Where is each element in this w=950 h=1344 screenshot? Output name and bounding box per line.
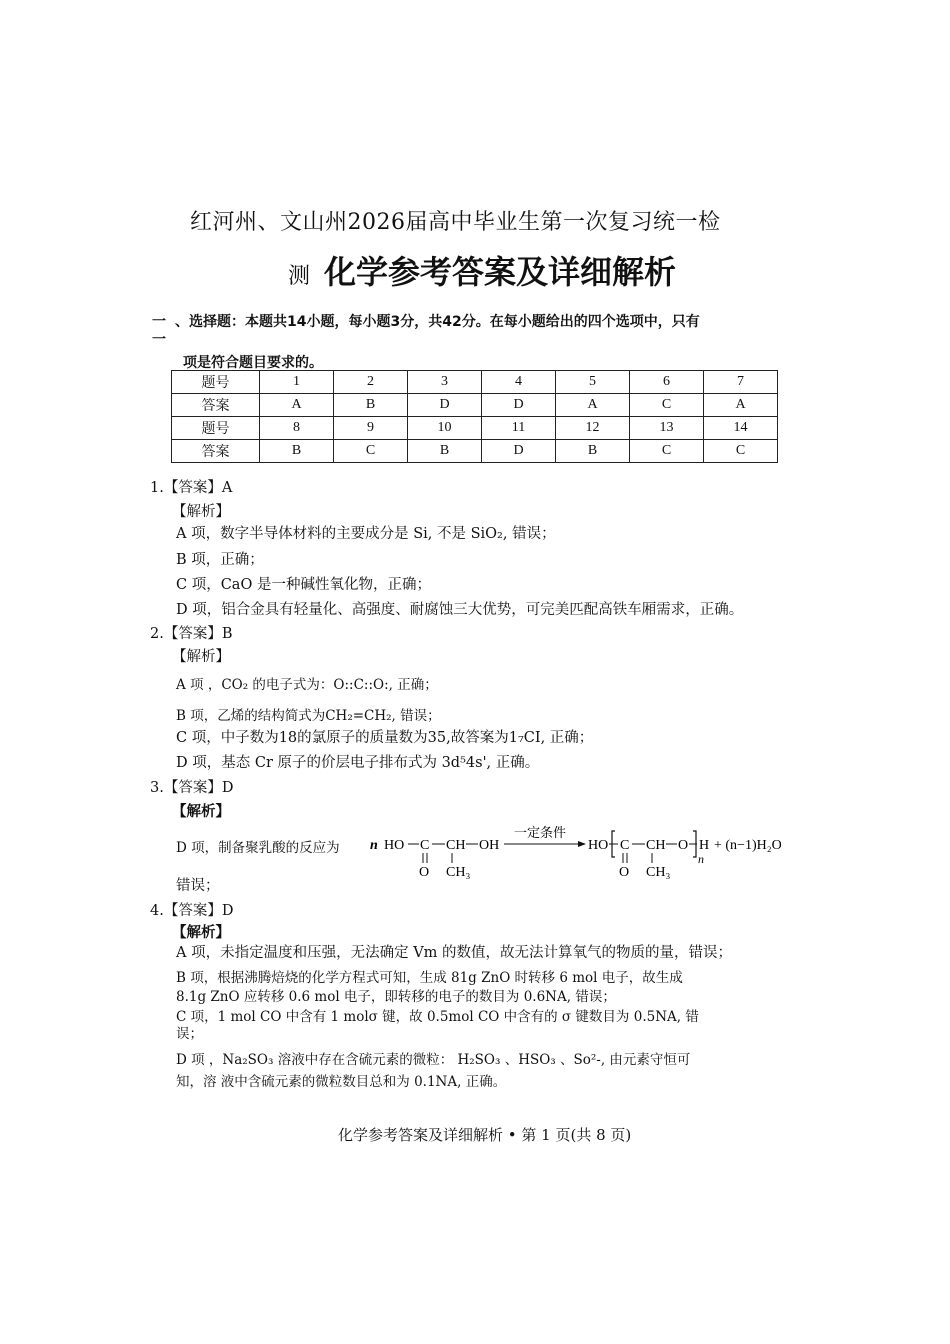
section-number-top: 一 bbox=[152, 314, 166, 330]
document-title-line1: 红河州、文山州2026届高中毕业生第一次复习统一检 bbox=[190, 210, 721, 235]
q4-answer: 4.【答案】D bbox=[150, 903, 234, 919]
table-cell: B bbox=[408, 440, 482, 463]
table-row bbox=[172, 440, 778, 463]
q2-analysis-label: 【解析】 bbox=[172, 649, 230, 665]
eq-methyl: CH₃ bbox=[446, 865, 471, 880]
title-main: 化学参考答案及详细解析 bbox=[324, 253, 677, 291]
q4-option-a: A 项，未指定温度和压强，无法确定 Vm 的数值，故无法计算氧气的物质的量，错误； bbox=[176, 945, 733, 961]
q1-answer: 1.【答案】A bbox=[150, 480, 233, 496]
eq-c-product: C bbox=[620, 838, 630, 853]
q1-option-d: D 项，铝合金具有轻量化、高强度、耐腐蚀三大优势，可完美匹配高铁车厢需求，正确。 bbox=[176, 602, 744, 618]
table-cell: A bbox=[556, 394, 630, 417]
table-cell: A bbox=[260, 394, 334, 417]
eq-o-product: O bbox=[678, 838, 689, 853]
q4-analysis-label: 【解析】 bbox=[172, 924, 230, 941]
q2-answer: 2.【答案】B bbox=[150, 626, 233, 642]
q1-option-c: C 项，CaO 是一种碱性氧化物，正确； bbox=[176, 577, 431, 593]
eq-water: + (n−1)H₂O bbox=[714, 838, 782, 853]
q1-option-b: B 项，正确； bbox=[176, 552, 264, 568]
table-cell: 10 bbox=[408, 417, 482, 440]
table-cell: 答案 bbox=[172, 440, 260, 463]
table-cell: A bbox=[704, 394, 778, 417]
table-cell: C bbox=[334, 440, 408, 463]
q1-option-a: A 项，数字半导体材料的主要成分是 Si, 不是 SiO₂, 错误； bbox=[176, 526, 556, 542]
eq-oh: OH bbox=[479, 838, 500, 853]
eq-ho-product: HO bbox=[588, 838, 609, 853]
table-cell: 3 bbox=[408, 371, 482, 394]
eq-methyl-product: CH₃ bbox=[646, 865, 671, 880]
eq-sub-n: n bbox=[698, 852, 704, 866]
q3-option-d: D 项，制备聚乳酸的反应为 bbox=[176, 840, 340, 856]
eq-h: H bbox=[699, 838, 710, 853]
table-cell: 5 bbox=[556, 371, 630, 394]
table-cell: B bbox=[260, 440, 334, 463]
table-row bbox=[172, 417, 778, 440]
section-heading-cont: 项是符合题目要求的。 bbox=[183, 355, 323, 371]
q4-option-c-line2: 误； bbox=[176, 1026, 203, 1042]
eq-condition: 一定条件 bbox=[514, 825, 567, 840]
q3-option-d-suffix: 错误； bbox=[176, 878, 220, 894]
eq-c: C bbox=[420, 838, 430, 853]
table-cell: 12 bbox=[556, 417, 630, 440]
q4-option-d-line1: D 项 ，Na₂SO₃ 溶液中存在含硫元素的微粒： H₂SO₃ 、HSO₃ 、So²-, 由元素守恒可 bbox=[176, 1052, 691, 1068]
q2-option-a: A 项 ，CO₂ 的电子式为：O::C::O:, 正确； bbox=[176, 677, 438, 693]
table-cell: 9 bbox=[334, 417, 408, 440]
table-cell: 14 bbox=[704, 417, 778, 440]
table-cell: B bbox=[556, 440, 630, 463]
q4-option-c-line1: C 项，1 mol CO 中含有 1 molσ 键，故 0.5mol CO 中含有的 σ 键数目为 0.5NA, 错 bbox=[176, 1009, 699, 1025]
eq-n: n bbox=[370, 838, 378, 853]
table-cell: 题号 bbox=[172, 417, 260, 440]
document-title-line2 bbox=[288, 247, 676, 293]
q2-option-b: B 项，乙烯的结构简式为CH₂=CH₂, 错误； bbox=[176, 708, 441, 724]
section-heading: 、选择题：本题共14小题，每小题3分，共42分。在每小题给出的四个选项中，只有 bbox=[175, 314, 700, 330]
table-cell: 13 bbox=[630, 417, 704, 440]
q2-option-d: D 项，基态 Cr 原子的价层电子排布式为 3d⁵4s', 正确。 bbox=[176, 755, 540, 771]
table-cell: 6 bbox=[630, 371, 704, 394]
eq-ch: CH bbox=[446, 838, 466, 853]
table-cell: D bbox=[482, 440, 556, 463]
table-cell: 8 bbox=[260, 417, 334, 440]
table-row bbox=[172, 371, 778, 394]
eq-ho: HO bbox=[384, 838, 405, 853]
table-cell: 题号 bbox=[172, 371, 260, 394]
eq-ch-product: CH bbox=[646, 838, 666, 853]
q3-analysis-label: 【解析】 bbox=[172, 803, 230, 820]
eq-carbonyl-o-product: O bbox=[619, 865, 630, 880]
table-cell: D bbox=[482, 394, 556, 417]
table-cell: C bbox=[704, 440, 778, 463]
q4-option-b-line2: 8.1g ZnO 应转移 0.6 mol 电子，即转移的电子的数目为 0.6NA, 错误； bbox=[176, 989, 616, 1005]
q1-analysis-label: 【解析】 bbox=[172, 504, 230, 520]
eq-carbonyl-o: O bbox=[419, 865, 430, 880]
table-cell: C bbox=[630, 440, 704, 463]
section-number-bottom: 一 bbox=[152, 332, 166, 348]
table-cell: B bbox=[334, 394, 408, 417]
q2-option-c: C 项，中子数为18的氯原子的质量数为35,故答案为1₇CI, 正确； bbox=[176, 730, 594, 746]
table-row bbox=[172, 394, 778, 417]
page-footer: 化学参考答案及详细解析 • 第 1 页(共 8 页) bbox=[338, 1126, 632, 1144]
q3-answer: 3.【答案】D bbox=[150, 780, 234, 796]
arrow-head-icon bbox=[578, 841, 586, 847]
q4-option-b-line1: B 项，根据沸腾焙烧的化学方程式可知，生成 81g ZnO 时转移 6 mol 电子，故生成 bbox=[176, 970, 683, 986]
polylactic-acid-equation bbox=[368, 825, 798, 881]
table-cell: 2 bbox=[334, 371, 408, 394]
table-cell: C bbox=[630, 394, 704, 417]
title-prefix: 测 bbox=[288, 264, 311, 289]
table-cell: D bbox=[408, 394, 482, 417]
table-cell: 7 bbox=[704, 371, 778, 394]
table-cell: 4 bbox=[482, 371, 556, 394]
table-cell: 答案 bbox=[172, 394, 260, 417]
answer-table bbox=[171, 370, 778, 463]
table-cell: 11 bbox=[482, 417, 556, 440]
table-cell: 1 bbox=[260, 371, 334, 394]
q4-option-d-line2: 知，溶 液中含硫元素的微粒数目总和为 0.1NA, 正确。 bbox=[176, 1074, 507, 1090]
